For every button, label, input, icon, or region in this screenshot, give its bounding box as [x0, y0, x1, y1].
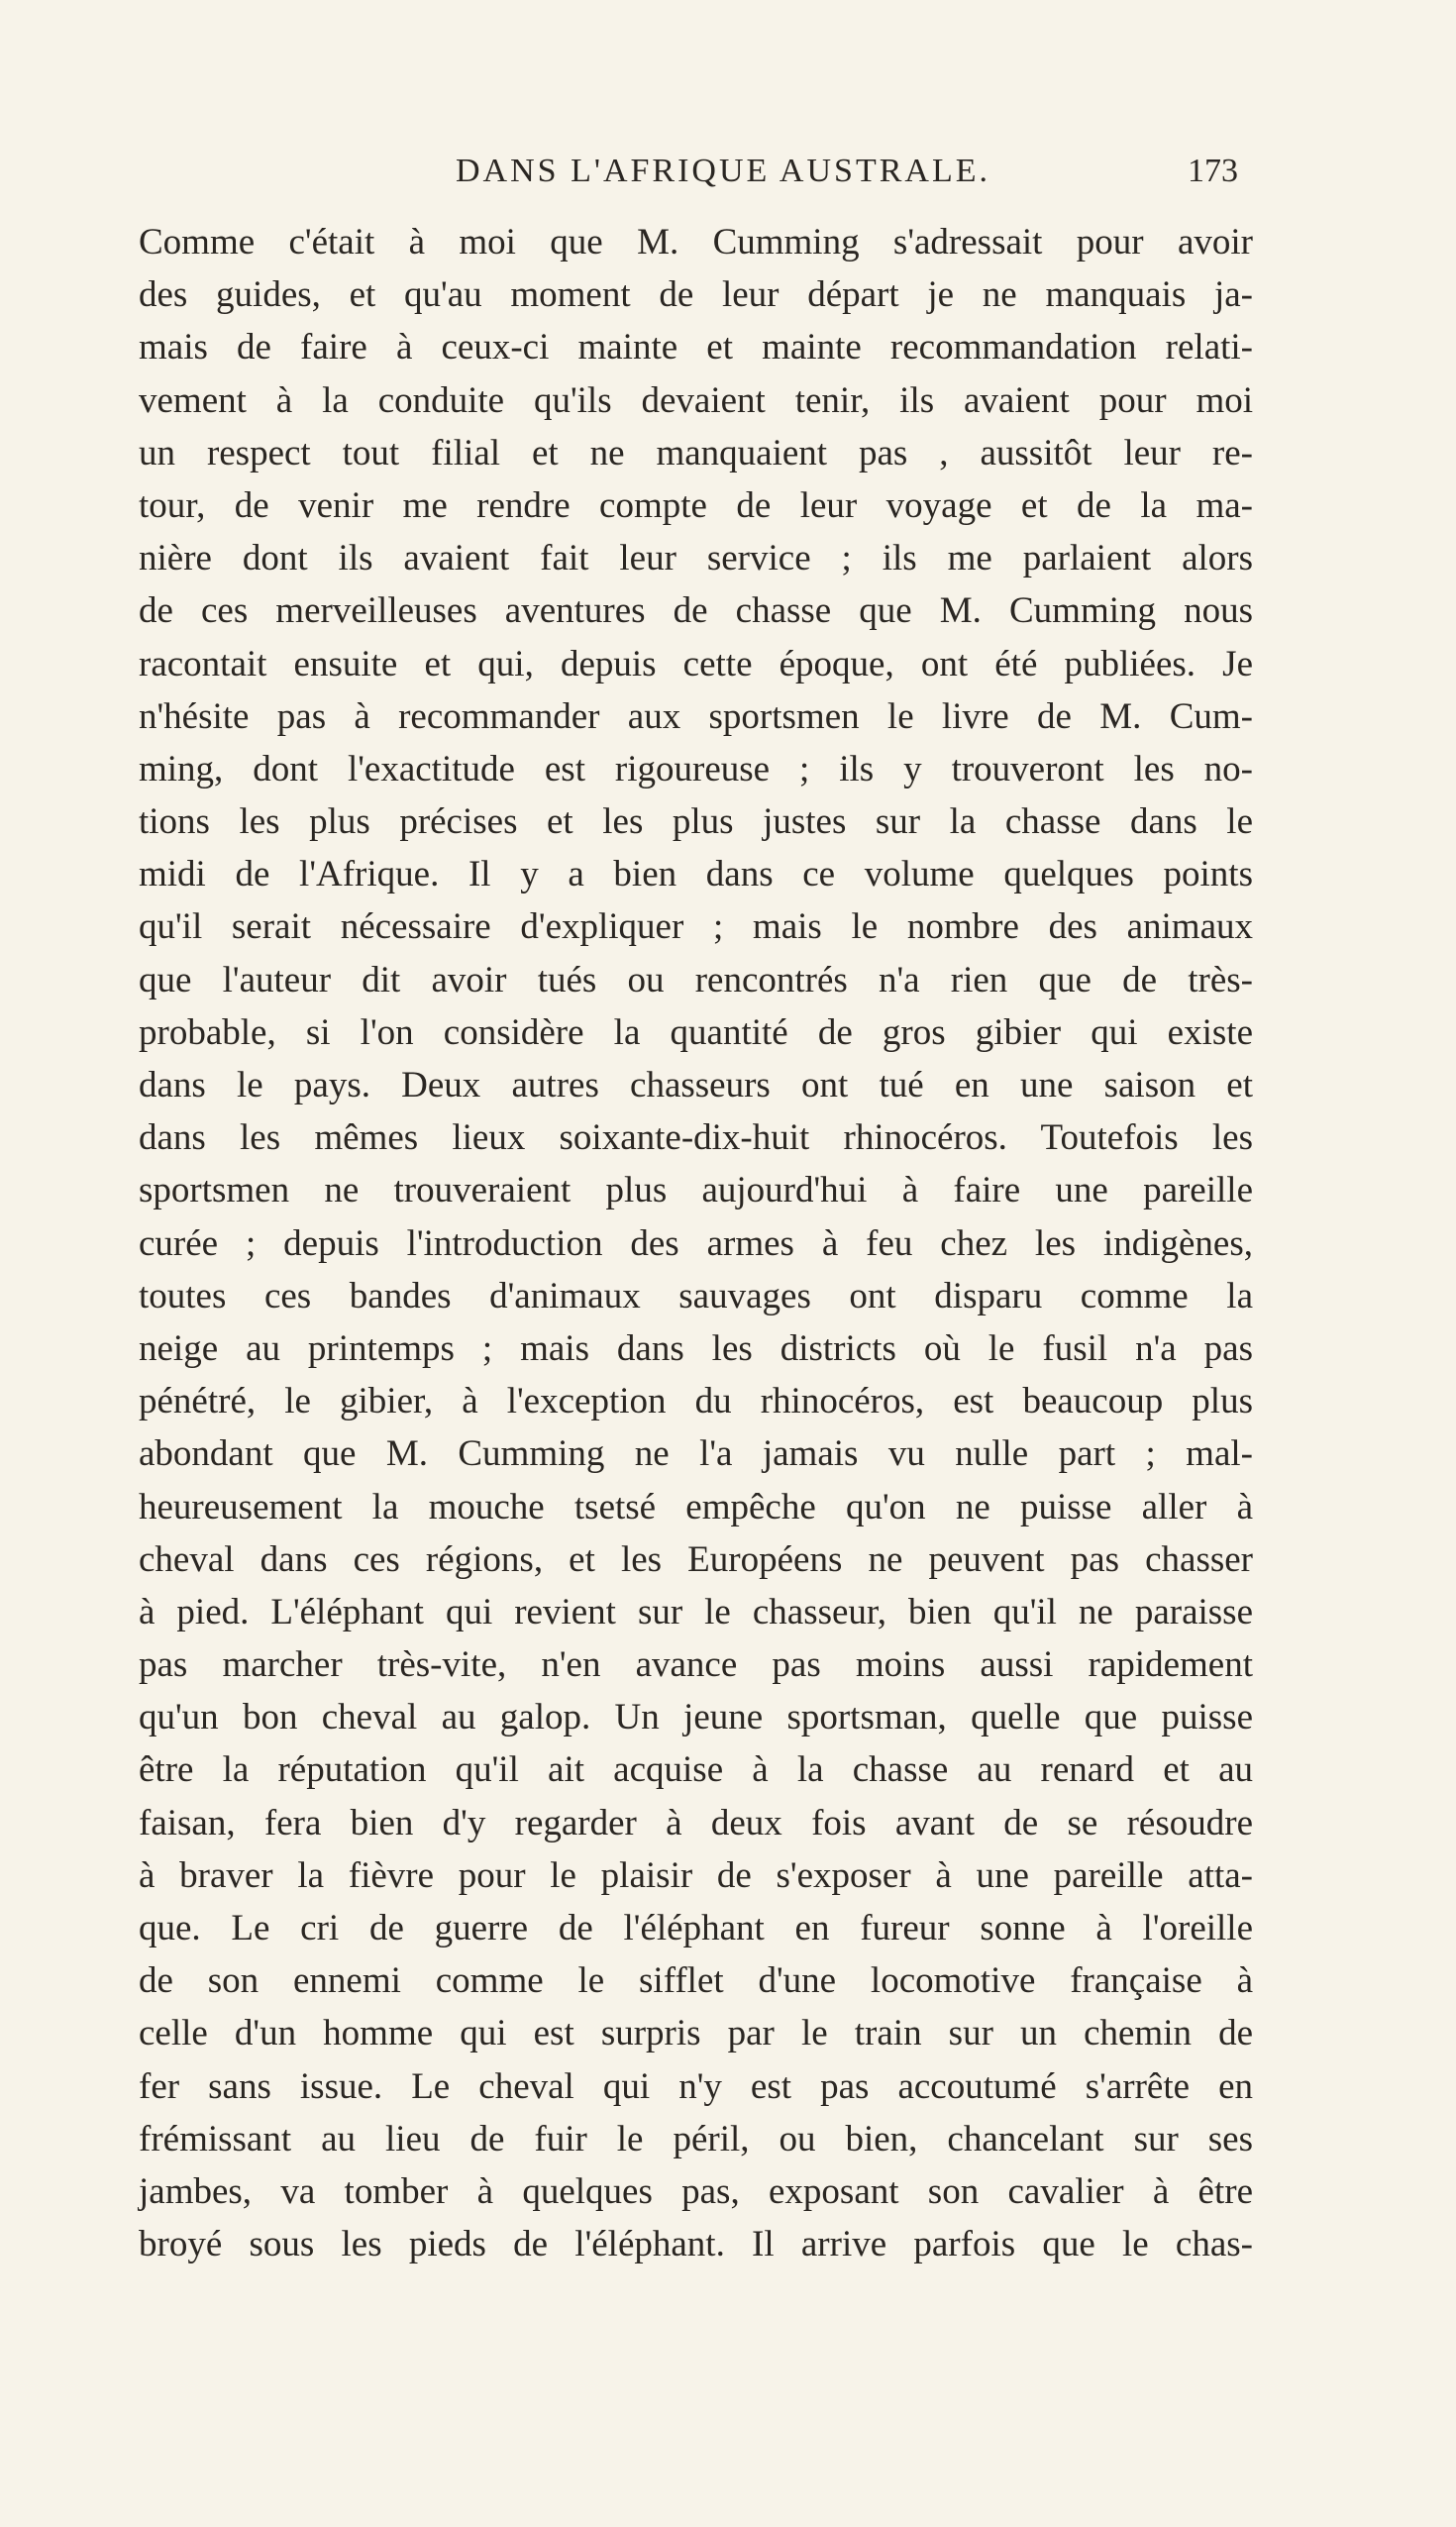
text-line: mais de faire à ceux-ci mainte et mainte recommandation relati- [139, 327, 1253, 369]
text-line: n'hésite pas à recommander aux sportsmen le livre de M. Cum- [139, 695, 1253, 737]
text-line: probable, si l'on considère la quantité de gros gibier qui existe [139, 1011, 1253, 1053]
text-line: toutes ces bandes d'animaux sauvages ont disparu comme la [139, 1275, 1253, 1316]
text-line: qu'un bon cheval au galop. Un jeune sportsman, quelle que puisse [139, 1697, 1253, 1738]
text-line: broyé sous les pieds de l'éléphant. Il arrive parfois que le chas- [139, 2224, 1253, 2265]
text-line: frémissant au lieu de fuir le péril, ou bien, chancelant sur ses [139, 2118, 1253, 2159]
text-line: des guides, et qu'au moment de leur départ je ne manquais ja- [139, 274, 1253, 316]
running-head [139, 147, 1238, 196]
text-line: racontait ensuite et qui, depuis cette époque, ont été publiées. Je [139, 643, 1253, 684]
text-line: dans le pays. Deux autres chasseurs ont tué en une saison et [139, 1065, 1253, 1106]
text-line: qu'il serait nécessaire d'expliquer ; mais le nombre des animaux [139, 906, 1253, 948]
text-line: à pied. L'éléphant qui revient sur le chasseur, bien qu'il ne paraisse [139, 1591, 1253, 1632]
text-line: que. Le cri de guerre de l'éléphant en fureur sonne à l'oreille [139, 1908, 1253, 1948]
text-line: faisan, fera bien d'y regarder à deux fois avant de se résoudre [139, 1802, 1253, 1843]
text-line: cheval dans ces régions, et les Européens ne peuvent pas chasser [139, 1538, 1253, 1580]
text-line: jambes, va tomber à quelques pas, exposant son cavalier à être [139, 2170, 1253, 2212]
text-line: tour, de venir me rendre compte de leur voyage et de la ma- [139, 484, 1253, 526]
text-line: nière dont ils avaient fait leur service ; ils me parlaient alors [139, 538, 1253, 579]
text-line: tions les plus précises et les plus justes sur la chasse dans le [139, 801, 1253, 843]
running-title: DANS L'AFRIQUE AUSTRALE. [456, 153, 990, 189]
text-line: celle d'un homme qui est surpris par le train sur un chemin de [139, 2013, 1253, 2054]
text-line: pas marcher très-vite, n'en avance pas moins aussi rapidement [139, 1644, 1253, 1686]
page-number: 173 [1188, 153, 1238, 189]
text-line: à braver la fièvre pour le plaisir de s'exposer à une pareille atta- [139, 1854, 1253, 1896]
text-line: pénétré, le gibier, à l'exception du rhinocéros, est beaucoup plus [139, 1381, 1253, 1422]
text-line: curée ; depuis l'introduction des armes à feu chez les indigènes, [139, 1222, 1253, 1264]
text-line: dans les mêmes lieux soixante-dix-huit rhinocéros. Toutefois les [139, 1117, 1253, 1159]
text-line: de son ennemi comme le sifflet d'une locomotive française à [139, 1960, 1253, 2002]
text-line: être la réputation qu'il ait acquise à la chasse au renard et au [139, 1749, 1253, 1791]
text-line: sportsmen ne trouveraient plus aujourd'hui à faire une pareille [139, 1170, 1253, 1211]
text-line: heureusement la mouche tsetsé empêche qu'on ne puisse aller à [139, 1486, 1253, 1527]
text-line: un respect tout filial et ne manquaient pas , aussitôt leur re- [139, 432, 1253, 474]
text-line: vement à la conduite qu'ils devaient tenir, ils avaient pour moi [139, 379, 1253, 421]
text-line: Comme c'était à moi que M. Cumming s'adressait pour avoir [139, 222, 1253, 263]
text-line: que l'auteur dit avoir tués ou rencontrés n'a rien que de très- [139, 959, 1253, 1000]
text-line: de ces merveilleuses aventures de chasse que M. Cumming nous [139, 590, 1253, 632]
text-line: abondant que M. Cumming ne l'a jamais vu nulle part ; mal- [139, 1433, 1253, 1475]
text-line: ming, dont l'exactitude est rigoureuse ; ils y trouveront les no- [139, 748, 1253, 790]
text-line: fer sans issue. Le cheval qui n'y est pas accoutumé s'arrête en [139, 2065, 1253, 2107]
body-text [139, 216, 1253, 2270]
text-line: midi de l'Afrique. Il y a bien dans ce volume quelques points [139, 854, 1253, 895]
text-line: neige au printemps ; mais dans les districts où le fusil n'a pas [139, 1327, 1253, 1369]
